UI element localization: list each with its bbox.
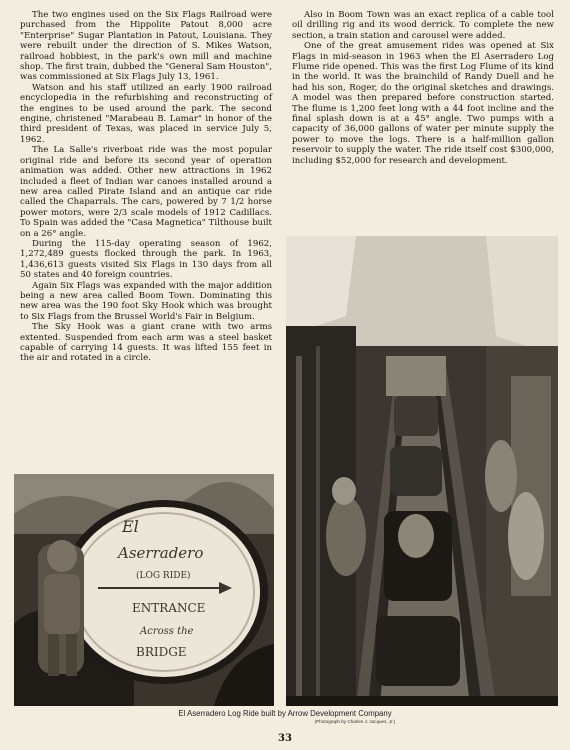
- right-text-column: [292, 10, 554, 166]
- paragraph: Also in Boom Town was an exact replica of a cable tool oil drilling rig and its wood derrick. To complete the new section, a train station and carousel were added.: [292, 10, 554, 41]
- sign-line-bridge: BRIDGE: [136, 645, 187, 659]
- page-number: 33: [278, 733, 292, 744]
- sign-line-entrance: ENTRANCE: [132, 601, 206, 615]
- log-ride-sign-photo: [14, 474, 274, 706]
- paragraph: One of the great amusement rides was opened at Six Flags in mid-season in 1963 when the El Aserradero Log Flume ride opened. This was the first Log Flume of its kind in the world. It was the brainchild of Randy Duell and he had his son, Roger, do the original sketches and drawings. A model was then prepared before construction started. The flume is 1,200 feet long with a 44 foot incline and the final splash down is at a 45° angle. Two pumps with a capacity of 36,000 gallons of water per minute supply the power to move the logs. There is a half-million gallon reservoir to supply the water. The ride itself cost $300,000, including $52,000 for research and development.: [292, 41, 554, 166]
- sign-line-el: El: [122, 517, 139, 536]
- sign-line-log-ride: (LOG RIDE): [136, 571, 191, 581]
- sign-line-across: Across the: [140, 626, 194, 637]
- paragraph: The Sky Hook was a giant crane with two arms extented. Suspended from each arm was a steel basket capable of carrying 14 guests. It was lifted 155 feet in the air and rotated in a circle.: [20, 322, 272, 364]
- sign-line-aserradero: Aserradero: [118, 544, 204, 562]
- paragraph: The La Salle's riverboat ride was the most popular original ride and before its second year of operation animation was added. Other new attractions in 1962 included a fleet of Indian war canoes installed around a new area called Pirate Island and an antique car ride called the Chaparrals. The cars, powered by 7 1/2 horse power motors, were 2/3 scale models of 1912 Cadillacs. To Spain was added the "Casa Magnetica" Tilthouse built on a 26° angle.: [20, 145, 272, 239]
- log-flume-photo: [286, 236, 558, 706]
- sign-photo-illustration: [14, 474, 274, 706]
- paragraph: Again Six Flags was expanded with the major addition being a new area called Boom Town. Dominating this new area was the 190 foot Sky Hook which was brought to Six Flags from the Brussel World's Fair in Belgium.: [20, 280, 272, 322]
- paragraph: During the 115-day operating season of 1962, 1,272,489 guests flocked through the park. In 1963, 1,436,613 guests visited Six Flags in 130 days from all 50 states and 40 foreign countries.: [20, 238, 272, 281]
- left-text-column: [20, 10, 272, 364]
- photo-caption: El Aserradero Log Ride built by Arrow Development Company: [178, 709, 392, 718]
- paragraph: Watson and his staff utilized an early 1900 railroad encyclopedia in the refurbishing and reconstructing of the engines to be used around the park. The second engine, christened "Marabeau B. Lamar" in honor of the third president of Texas, was placed in service July 5, 1962.: [20, 82, 272, 145]
- paragraph: The two engines used on the Six Flags Railroad were purchased from the Hippolite Patout 8,000 acre "Enterprise" Sugar Plantation in Patout, Louisiana. They were rebuilt under the direction of S. Mikes Watson, railroad hobbiest, in the park's own mill and machine shop. The first train, dubbed the "General Sam Houston", was commissioned at Six Flags July 13, 1961.: [20, 10, 272, 83]
- photo-credit: (Photograph by Charles J. Jacques, Jr.): [314, 719, 396, 724]
- log-flume-illustration: [286, 236, 558, 706]
